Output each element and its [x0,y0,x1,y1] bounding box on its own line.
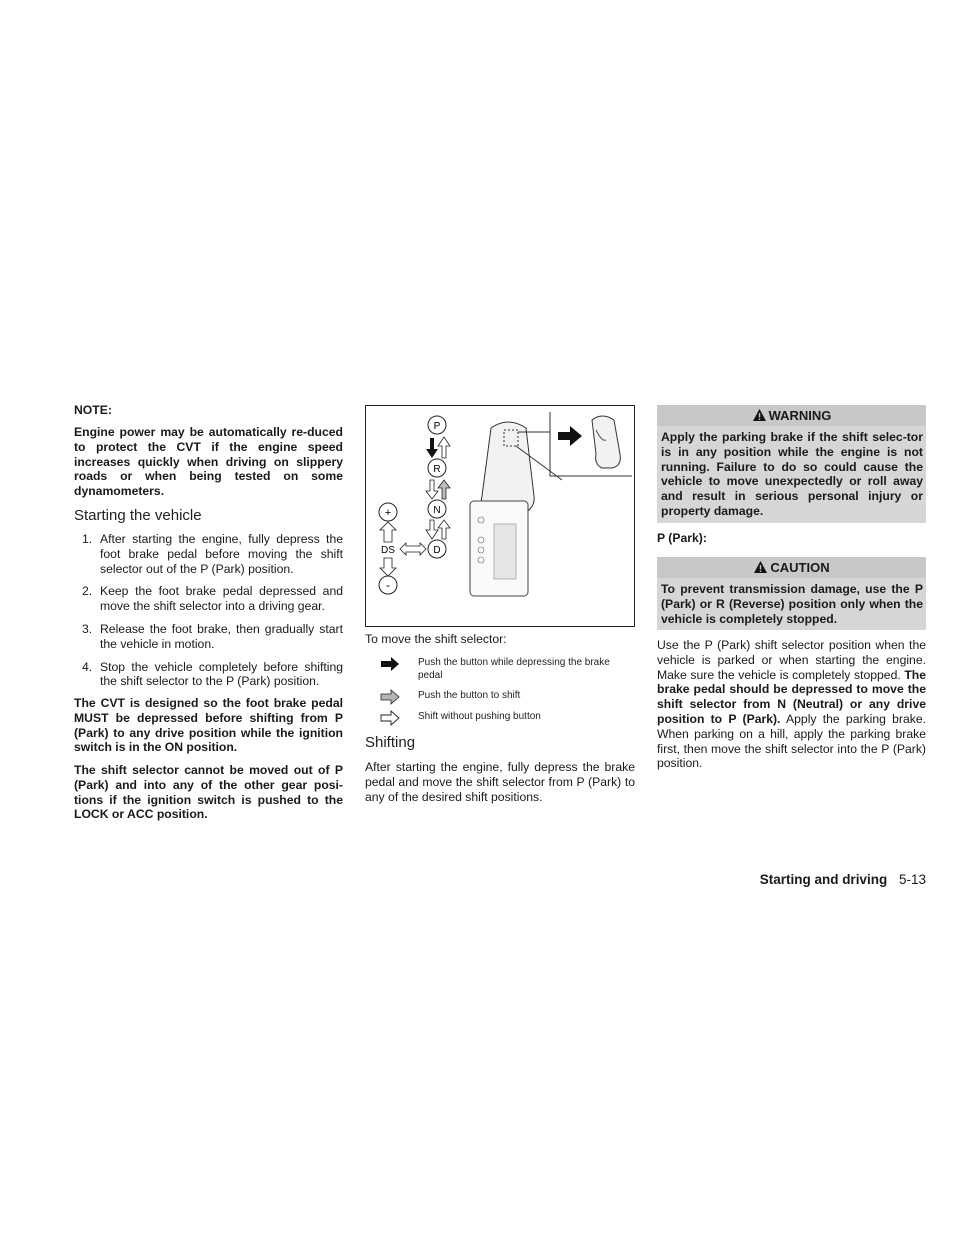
legend-intro: To move the shift selector: [365,632,507,646]
note-text: Engine power may be automatically re-duced to protect the CVT if the engine speed increases quickly when driving on slippery roads or when being tested on some dynamometers. [74,425,343,499]
black-arrow-icon [379,656,401,672]
starting-heading: Starting the vehicle [74,507,202,524]
caution-header [657,557,926,578]
legend-item-outline [365,710,635,726]
warning-triangle-icon [752,408,767,422]
caution-box [657,557,926,630]
lock-bold-note: The shift selector cannot be moved out of P (Park) and into any of the other gear posi-tions if the ignition switch is pushed to the LOCK or ACC position. [74,763,343,822]
page-number: 5-13 [898,872,926,887]
legend-item-hatched [365,689,635,705]
page-footer [760,872,926,887]
warning-box [657,405,926,523]
caution-triangle-icon [753,560,768,574]
gear-n: N [433,505,441,516]
step-item: 2. Keep the foot brake pedal depressed and move the shift selector into a driving gear. [82,584,343,614]
warning-header [657,405,926,426]
gear-minus: - [386,578,390,592]
hatched-arrow-icon [379,689,401,705]
shifting-heading: Shifting [365,734,416,751]
cvt-bold-note: The CVT is designed so the foot brake pedal MUST be depressed before shifting from P (Park) to any drive position while the ignition switch is in the ON position. [74,696,343,755]
shift-diagram [366,406,634,626]
gear-r: R [433,464,441,475]
warning-title: WARNING [768,408,832,423]
shift-selector-figure [365,405,635,627]
gate-slot [494,524,516,579]
warning-text: Apply the parking brake if the shift selec-tor is in any position while the engine is not running. Failure to do so could cause the vehicle to move unexpectedly or roll away and result in serious personal injury or property damage. [657,426,926,523]
park-label: P (Park): [657,531,707,545]
legend-text: Push the button to shift [418,690,521,701]
step-item: 4. Stop the vehicle completely before shifting the shift selector to the P (Park) position. [82,659,343,689]
legend-item-black [365,656,635,684]
black-arrow-icon [558,426,582,446]
caution-text: To prevent transmission damage, use the P (Park) or R (Reverse) position only when the vehicle is completely stopped. [657,578,926,630]
gear-plus: + [384,507,392,519]
legend-text: Push the button while depressing the brake pedal [418,657,610,681]
park-body: Use the P (Park) shift selector position when the vehicle is parked or when starting the engine. Make sure the vehicle is completely stopped. The brake pedal should be depressed to move the shift selector from N (Neutral) or any drive position to P (Park). Apply the parking brake. When parking on a hill, apply the parking brake first, then move the shift selector into the P (Park) position. [657,638,927,771]
note-label: NOTE: [74,403,112,417]
gear-d: D [433,545,441,556]
gear-p: P [433,421,441,432]
gear-ds: DS [381,545,395,556]
step-item: 3. Release the foot brake, then gradually start the vehicle in motion. [82,621,343,651]
footer-section: Starting and driving [759,872,888,887]
starting-steps [74,532,343,697]
caution-title: CAUTION [770,560,830,575]
shifting-text: After starting the engine, fully depress the brake pedal and move the shift selector from P (Park) to any of the desired shift positions. [365,760,635,804]
step-item: 1. After starting the engine, fully depress the foot brake pedal before moving the shift selector out of the P (Park) position. [82,532,343,576]
legend-text: Shift without pushing button [418,711,541,722]
outline-arrow-icon [379,710,401,726]
